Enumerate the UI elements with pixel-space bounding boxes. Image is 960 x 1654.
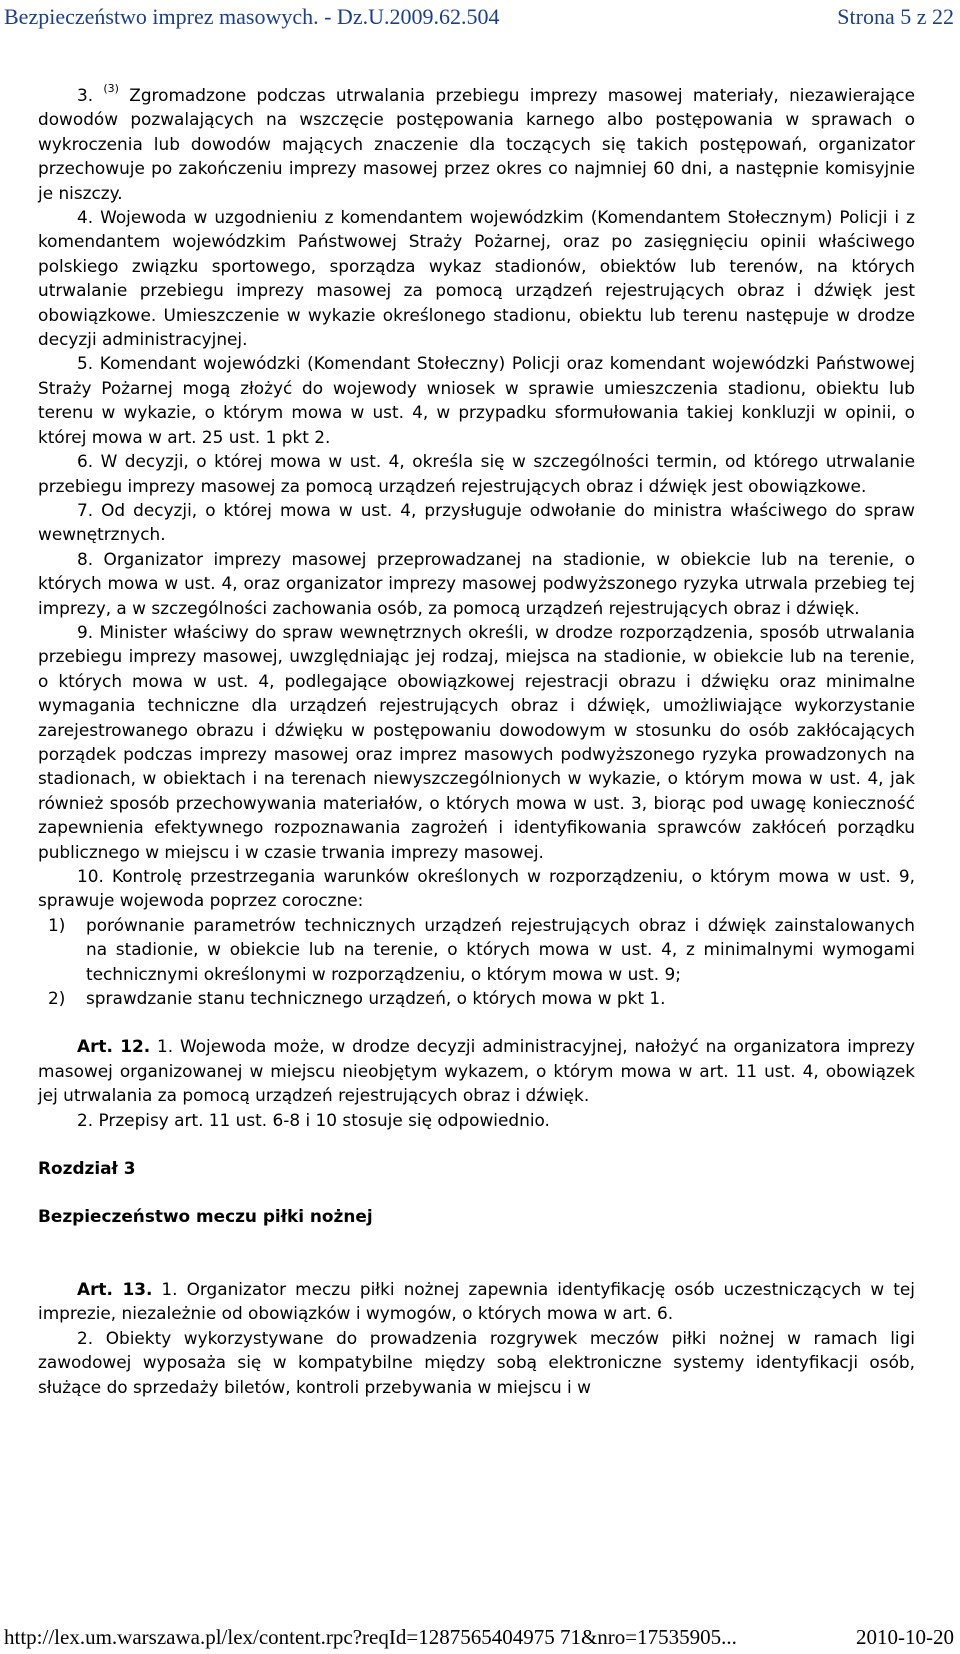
paragraph-9: 9. Minister właściwy do spraw wewnętrznych określi, w drodze rozporządzenia, sposób utrwalania przebiegu imprezy masowej, uwzględniając jej rodzaj, miejsca na stadionie, w obiekcie lub na terenie, o których mowa w ust. 4, podlegające obowiązkowej rejestracji obrazu i dźwięku oraz minimalne wymagania techniczne dla urządzeń rejestrujących obraz i dźwięk, umożliwiające wykorzystanie zarejestrowanego obrazu i dźwięku w postępowaniu dowodowym w stosunku do osób zakłócających porządek podczas imprezy masowej oraz imprez masowych podwyższonego ryzyka prowadzonych na stadionach, w obiektach i na terenach niewyszczególnionych w wykazie, o którym mowa w ust. 4, jak również sposób przechowywania materiałów, o których mowa w ust. 3, biorąc pod uwagę konieczność zapewnienia efektywnego rozpoznawania zagrożeń i identyfikowania sprawców zakłóceń porządku publicznego w miejscu i w czasie trwania imprezy masowej. xyxy=(38,621,915,862)
article-13-paragraph-2: 2. Obiekty wykorzystywane do prowadzenia rozgrywek meczów piłki nożnej w ramach ligi zawodowej wyposaża się w kompatybilne między sobą elektroniczne systemy identyfikacji osób, służące do sprzedaży biletów, kontroli przebywania w miejscu i w xyxy=(38,1327,915,1397)
paragraph-4: 4. Wojewoda w uzgodnieniu z komendantem wojewódzkim (Komendantem Stołecznym) Policji i z komendantem wojewódzkim Państwowej Straży Pożarnej, oraz po zasięgnięciu opinii właściwego polskiego związku sportowego, sporządza wykaz stadionów, obiektów lub terenów, na których utrwalanie przebiegu imprezy masowej za pomocą urządzeń rejestrujących obraz i dźwięk jest obowiązkowe. Umieszczenie w wykazie określonego stadionu, obiektu lub terenu następuje w drodze decyzji administracyjnej. xyxy=(38,207,915,350)
page-header xyxy=(0,0,960,40)
document-title: Bezpieczeństwo imprez masowych. - Dz.U.2009.62.504 xyxy=(4,4,500,29)
list-item-number: 2) xyxy=(48,988,66,1009)
paragraph-3-text: Zgromadzone podczas utrwalania przebiegu imprezy masowej materiały, niezawierające dowodów pozwalających na wszczęcie postępowania karnego albo postępowania w sprawach o wykroczenia lub dowodów mających znaczenie dla toczących się takich postępowań, organizator przechowuje po zakończeniu imprezy masowej przez okres co najmniej 60 dni, a następnie komisyjnie je niszczy. xyxy=(38,85,915,203)
page-footer xyxy=(0,1624,960,1654)
list-item xyxy=(38,986,915,1010)
spacer xyxy=(38,1229,915,1253)
paragraph-8: 8. Organizator imprezy masowej przeprowadzanej na stadionie, w obiekcie lub na terenie, o których mowa w ust. 4, oraz organizator imprezy masowej podwyższonego ryzyka utrwala przebieg tej imprezy, a w szczególności zachowania osób, za pomocą urządzeń rejestrujących obraz i dźwięk. xyxy=(38,548,915,618)
paragraph-3 xyxy=(38,83,915,205)
list-item-text: porównanie parametrów technicznych urządzeń rejestrujących obraz i dźwięk zainstalowanych na stadionie, w obiekcie lub na terenie, o których mowa w ust. 4, z minimalnymi wymogami technicznymi określonymi w rozporządzeniu, o którym mowa w ust. 9; xyxy=(86,914,915,984)
article-13-text: 1. Organizator meczu piłki nożnej zapewnia identyfikację osób uczestniczących w tej imprezie, niezależnie od obowiązków i wymogów, o których mowa w art. 6. xyxy=(38,1278,915,1324)
article-12-paragraph-2: 2. Przepisy art. 11 ust. 6-8 i 10 stosuje się odpowiednio. xyxy=(77,1109,550,1130)
footnote-ref[interactable]: (3) xyxy=(103,82,119,96)
spacer xyxy=(38,1253,915,1277)
paragraph-7: 7. Od decyzji, o której mowa w ust. 4, przysługuje odwołanie do ministra właściwego do spraw wewnętrznych. xyxy=(38,499,915,545)
chapter-title: Bezpieczeństwo meczu piłki nożnej xyxy=(38,1206,373,1227)
spacer xyxy=(38,1010,915,1034)
paragraph-3-number: 3. xyxy=(77,85,94,105)
spacer xyxy=(38,1132,915,1156)
paragraph-5: 5. Komendant wojewódzki (Komendant Stołeczny) Policji oraz komendant wojewódzki Państwowej Straży Pożarnej mogą złożyć do wojewody wniosek w sprawie umieszczenia stadionu, obiektu lub terenu w wykazie, o którym mowa w ust. 4, w przypadku sformułowania takiej konkluzji w opinii, o której mowa w art. 25 ust. 1 pkt 2. xyxy=(38,353,915,447)
print-date: 2010-10-20 xyxy=(856,1625,954,1649)
list-item-text: sprawdzanie stanu technicznego urządzeń, o których mowa w pkt 1. xyxy=(86,988,666,1009)
list-item xyxy=(38,913,915,986)
document-body xyxy=(38,83,915,1399)
paragraph-6: 6. W decyzji, o której mowa w ust. 4, określa się w szczególności termin, od którego utrwalanie przebiegu imprezy masowej za pomocą urządzeń rejestrujących obraz i dźwięk jest obowiązkowe. xyxy=(38,451,915,496)
article-12-label: Art. 12. xyxy=(77,1036,151,1057)
source-url[interactable]: http://lex.um.warszawa.pl/lex/content.rpc?reqId=1287565404975 71&nro=17535905... xyxy=(4,1625,737,1649)
chapter-heading: Rozdział 3 xyxy=(38,1158,136,1179)
paragraph-10: 10. Kontrolę przestrzegania warunków określonych w rozporządzeniu, o którym mowa w ust. 9, sprawuje wojewoda poprzez coroczne: xyxy=(38,866,915,911)
article-13-paragraph-1 xyxy=(38,1277,915,1326)
list-item-number: 1) xyxy=(48,914,66,935)
article-12-paragraph-1 xyxy=(38,1034,915,1107)
article-12-text: 1. Wojewoda może, w drodze decyzji administracyjnej, nałożyć na organizatora imprezy masowej organizowanej w miejscu nieobjętym wykazem, o którym mowa w art. 11 ust. 4, obowiązek jej utrwalania za pomocą urządzeń rejestrujących obraz i dźwięk. xyxy=(38,1036,915,1106)
article-13-label: Art. 13. xyxy=(77,1278,153,1299)
page-number: Strona 5 z 22 xyxy=(837,4,954,29)
spacer xyxy=(38,1180,915,1204)
